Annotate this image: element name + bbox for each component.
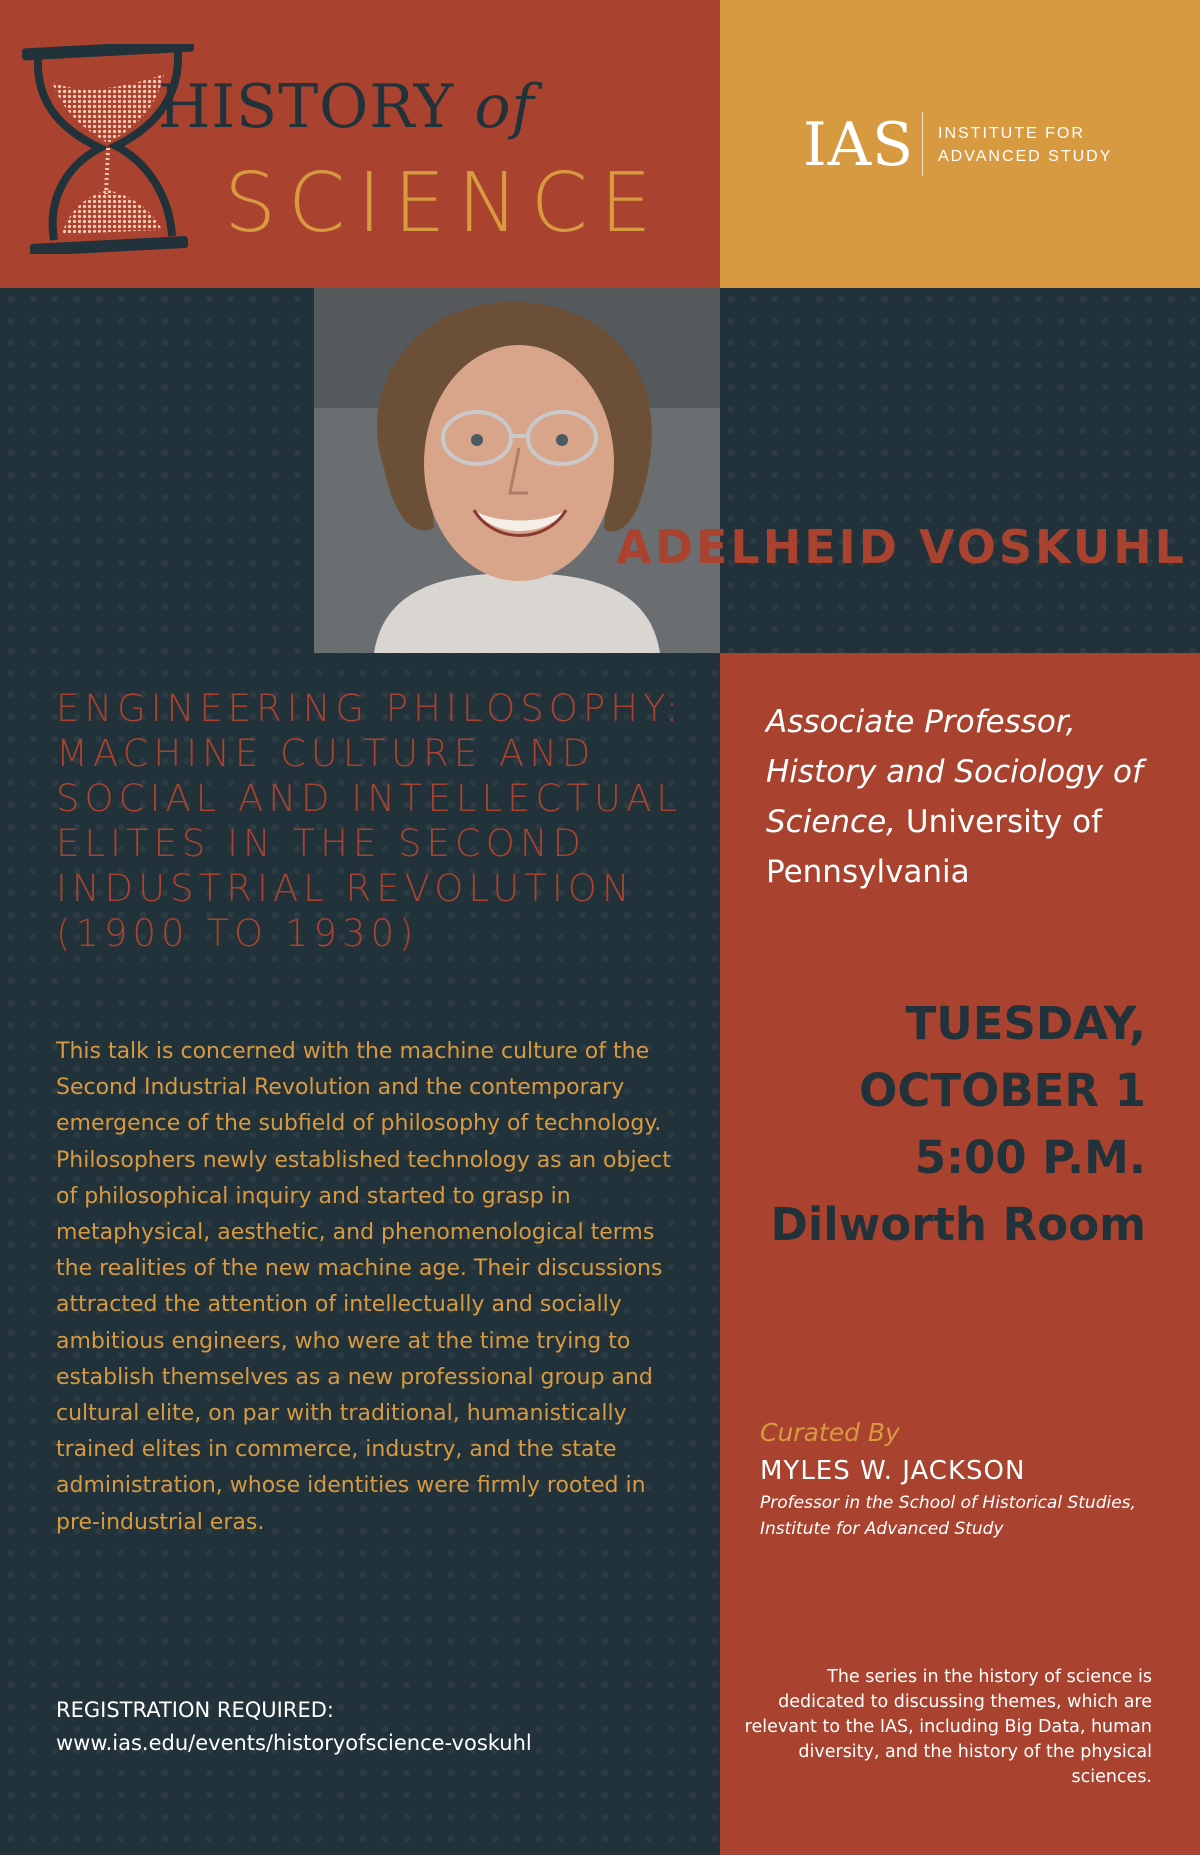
talk-abstract: This talk is concerned with the machine culture of the Second Industrial Revolution and the contemporary emergence of the subfield of philosophy of technology. Philosophers newly established technology as an object of philosophical inquiry and started to grasp in metaphysical, aesthetic, and phenomenological terms the realities of the new machine age. Their discussions attracted the attention of intellectually and socially ambitious engineers, who were at the time trying to establish themselves as a new professional group and cultural elite, on par with traditional, humanistically trained elites in commerce, industry, and the state administration, whose identities were firmly rooted in pre-industrial eras. [56, 1039, 671, 1535]
event-details [740, 990, 1146, 1258]
event-time: 5:00 P.M. [914, 1131, 1146, 1184]
series-title-of: of [474, 72, 535, 142]
curator-name: MYLES W. JACKSON [760, 1456, 1026, 1486]
registration-label: REGISTRATION REQUIRED: [56, 1698, 334, 1722]
talk-title: ENGINEERING PHILOSOPHY: MACHINE CULTURE AND SOCIAL AND INTELLECTUAL ELITES IN THE SECOND INDUSTRIAL REVOLUTION (1900 TO 1930) [56, 687, 684, 955]
ias-logo-name [938, 122, 1112, 168]
ias-logo-mark: IAS [803, 110, 915, 180]
speaker-position-italic: Associate Professor, History and Sociology of Science, [766, 704, 1143, 840]
curated-by-label: Curated By [760, 1418, 900, 1447]
name-panel [720, 288, 1200, 653]
speaker-position-university: University of Pennsylvania [766, 804, 1103, 890]
ias-name-line2: ADVANCED STUDY [938, 148, 1113, 165]
speaker-position [766, 697, 1186, 897]
registration-link[interactable]: www.ias.edu/events/historyofscience-voskuhl [56, 1731, 532, 1755]
speaker-name: ADELHEID VOSKUHL [616, 520, 1187, 574]
series-title-history [158, 72, 535, 142]
series-title-science: SCIENCE [224, 156, 664, 251]
ias-name-line1: INSTITUTE FOR [938, 125, 1085, 142]
series-title-history-word: HISTORY [158, 72, 455, 142]
speaker-photo [314, 288, 720, 653]
series-description: The series in the history of science is dedicated to discussing themes, which are relevant to the IAS, including Big Data, human diversity, and the history of the physical sciences. [744, 1667, 1152, 1787]
event-day: TUESDAY, [905, 997, 1146, 1050]
curator-title: Professor in the School of Historical Studies, Institute for Advanced Study [760, 1493, 1136, 1539]
event-room: Dilworth Room [770, 1198, 1146, 1251]
event-date: OCTOBER 1 [859, 1064, 1146, 1117]
ias-logo-divider [922, 112, 923, 176]
